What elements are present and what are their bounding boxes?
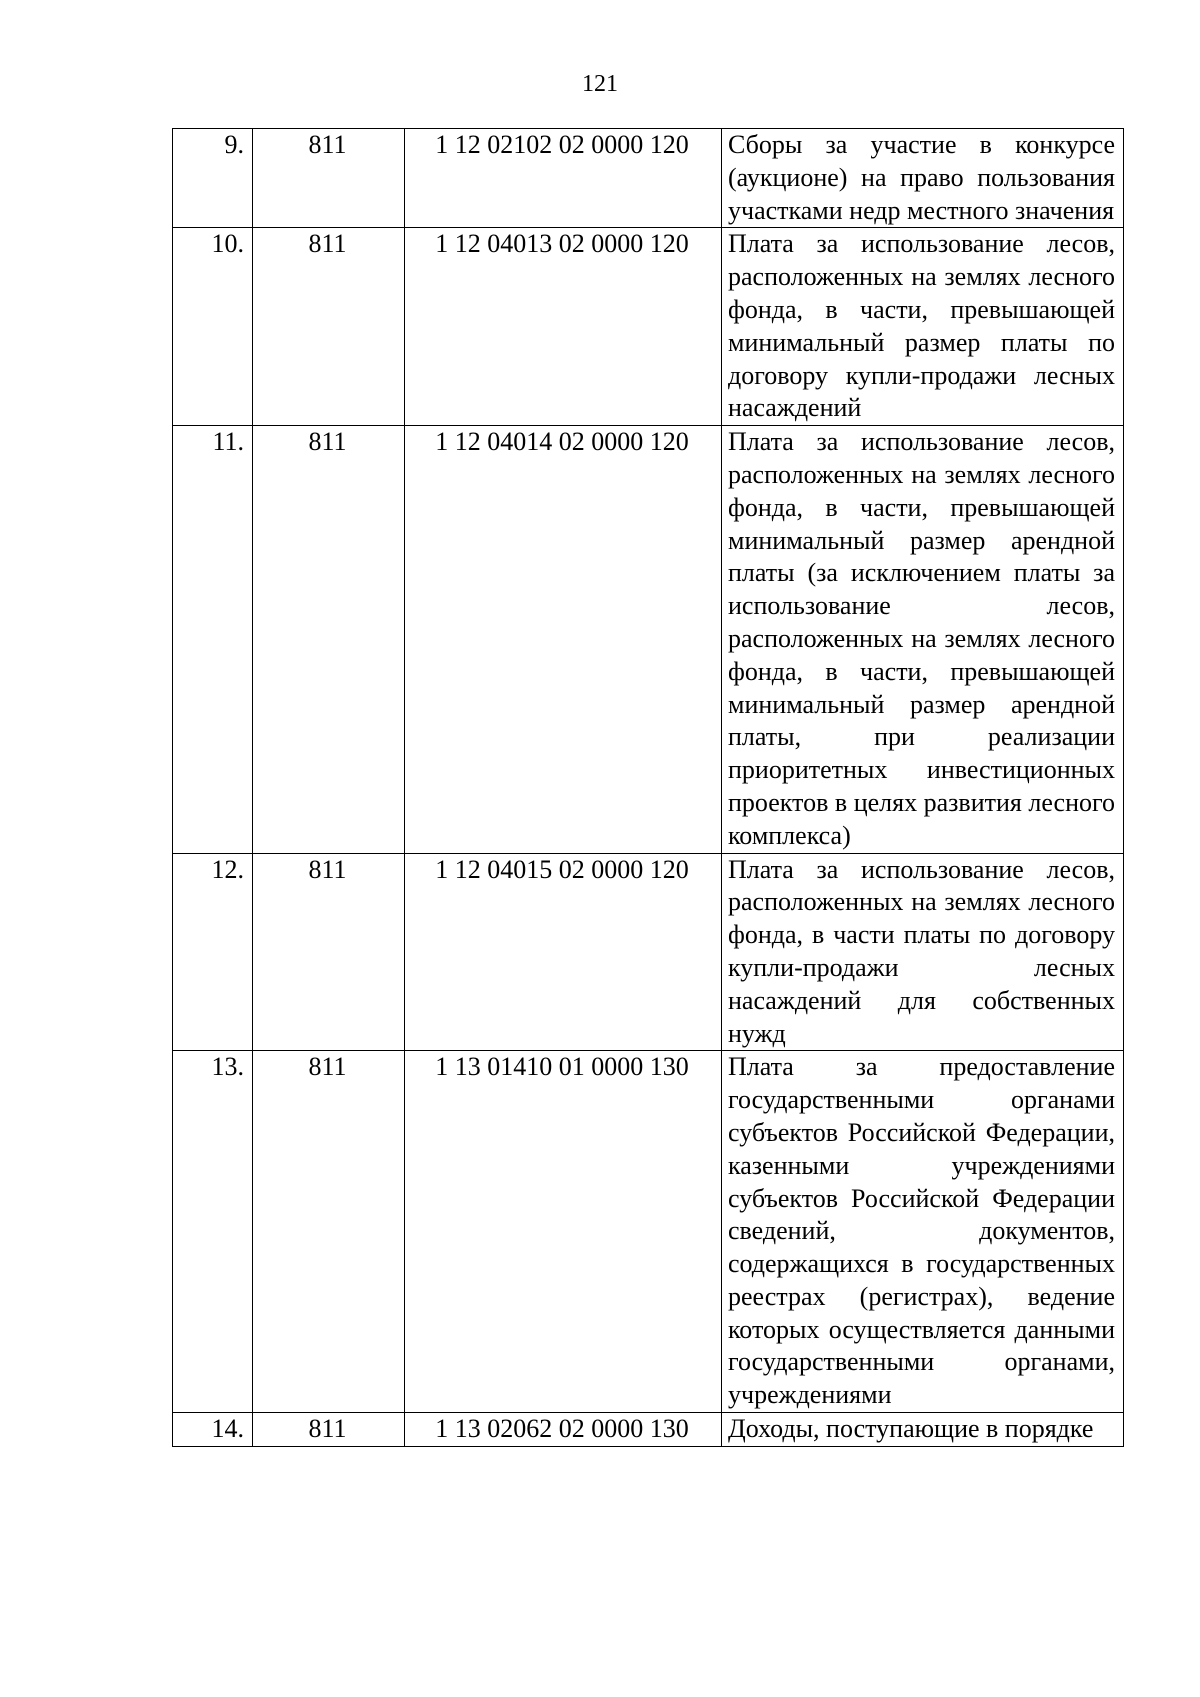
budget-classification-code-cell: 1 12 02102 02 0000 120 xyxy=(405,129,722,228)
administrator-code-cell: 811 xyxy=(253,853,405,1051)
row-number-cell: 9. xyxy=(173,129,253,228)
revenue-description-cell: Плата за использование лесов, расположенных на землях лесного фонда, в части, превышающей минимальный размер платы по договору купли-продажи лесных насаждений xyxy=(722,228,1124,426)
administrator-code-cell: 811 xyxy=(253,129,405,228)
table-row xyxy=(173,228,1124,426)
row-number-cell: 11. xyxy=(173,426,253,853)
table-row xyxy=(173,853,1124,1051)
revenue-codes-table xyxy=(172,128,1124,1447)
administrator-code-cell: 811 xyxy=(253,228,405,426)
row-number-cell: 12. xyxy=(173,853,253,1051)
budget-classification-code-cell: 1 12 04014 02 0000 120 xyxy=(405,426,722,853)
revenue-description-cell: Доходы, поступающие в порядке xyxy=(722,1413,1124,1447)
revenue-description-cell: Сборы за участие в конкурсе (аукционе) на право пользования участками недр местного значения xyxy=(722,129,1124,228)
table-row xyxy=(173,1413,1124,1447)
administrator-code-cell: 811 xyxy=(253,1413,405,1447)
table-row xyxy=(173,1051,1124,1413)
budget-classification-code-cell: 1 13 02062 02 0000 130 xyxy=(405,1413,722,1447)
administrator-code-cell: 811 xyxy=(253,1051,405,1413)
budget-classification-code-cell: 1 13 01410 01 0000 130 xyxy=(405,1051,722,1413)
budget-classification-code-cell: 1 12 04013 02 0000 120 xyxy=(405,228,722,426)
row-number-cell: 14. xyxy=(173,1413,253,1447)
row-number-cell: 13. xyxy=(173,1051,253,1413)
revenue-description-cell: Плата за использование лесов, расположенных на землях лесного фонда, в части платы по договору купли-продажи лесных насаждений для собственных нужд xyxy=(722,853,1124,1051)
administrator-code-cell: 811 xyxy=(253,426,405,853)
revenue-description-cell: Плата за предоставление государственными органами субъектов Российской Федерации, казенными учреждениями субъектов Российской Федерации сведений, документов, содержащихся в государственных реестрах (регистрах), ведение которых осуществляется данными государственными органами, учреждениями xyxy=(722,1051,1124,1413)
revenue-description-cell: Плата за использование лесов, расположенных на землях лесного фонда, в части, превышающей минимальный размер арендной платы (за исключением платы за использование лесов, расположенных на землях лесного фонда, в части, превышающей минимальный размер арендной платы, при реализации приоритетных инвестиционных проектов в целях развития лесного комплекса) xyxy=(722,426,1124,853)
page-number: 121 xyxy=(582,71,618,97)
row-number-cell: 10. xyxy=(173,228,253,426)
table-row xyxy=(173,426,1124,853)
table-row xyxy=(173,129,1124,228)
budget-classification-code-cell: 1 12 04015 02 0000 120 xyxy=(405,853,722,1051)
